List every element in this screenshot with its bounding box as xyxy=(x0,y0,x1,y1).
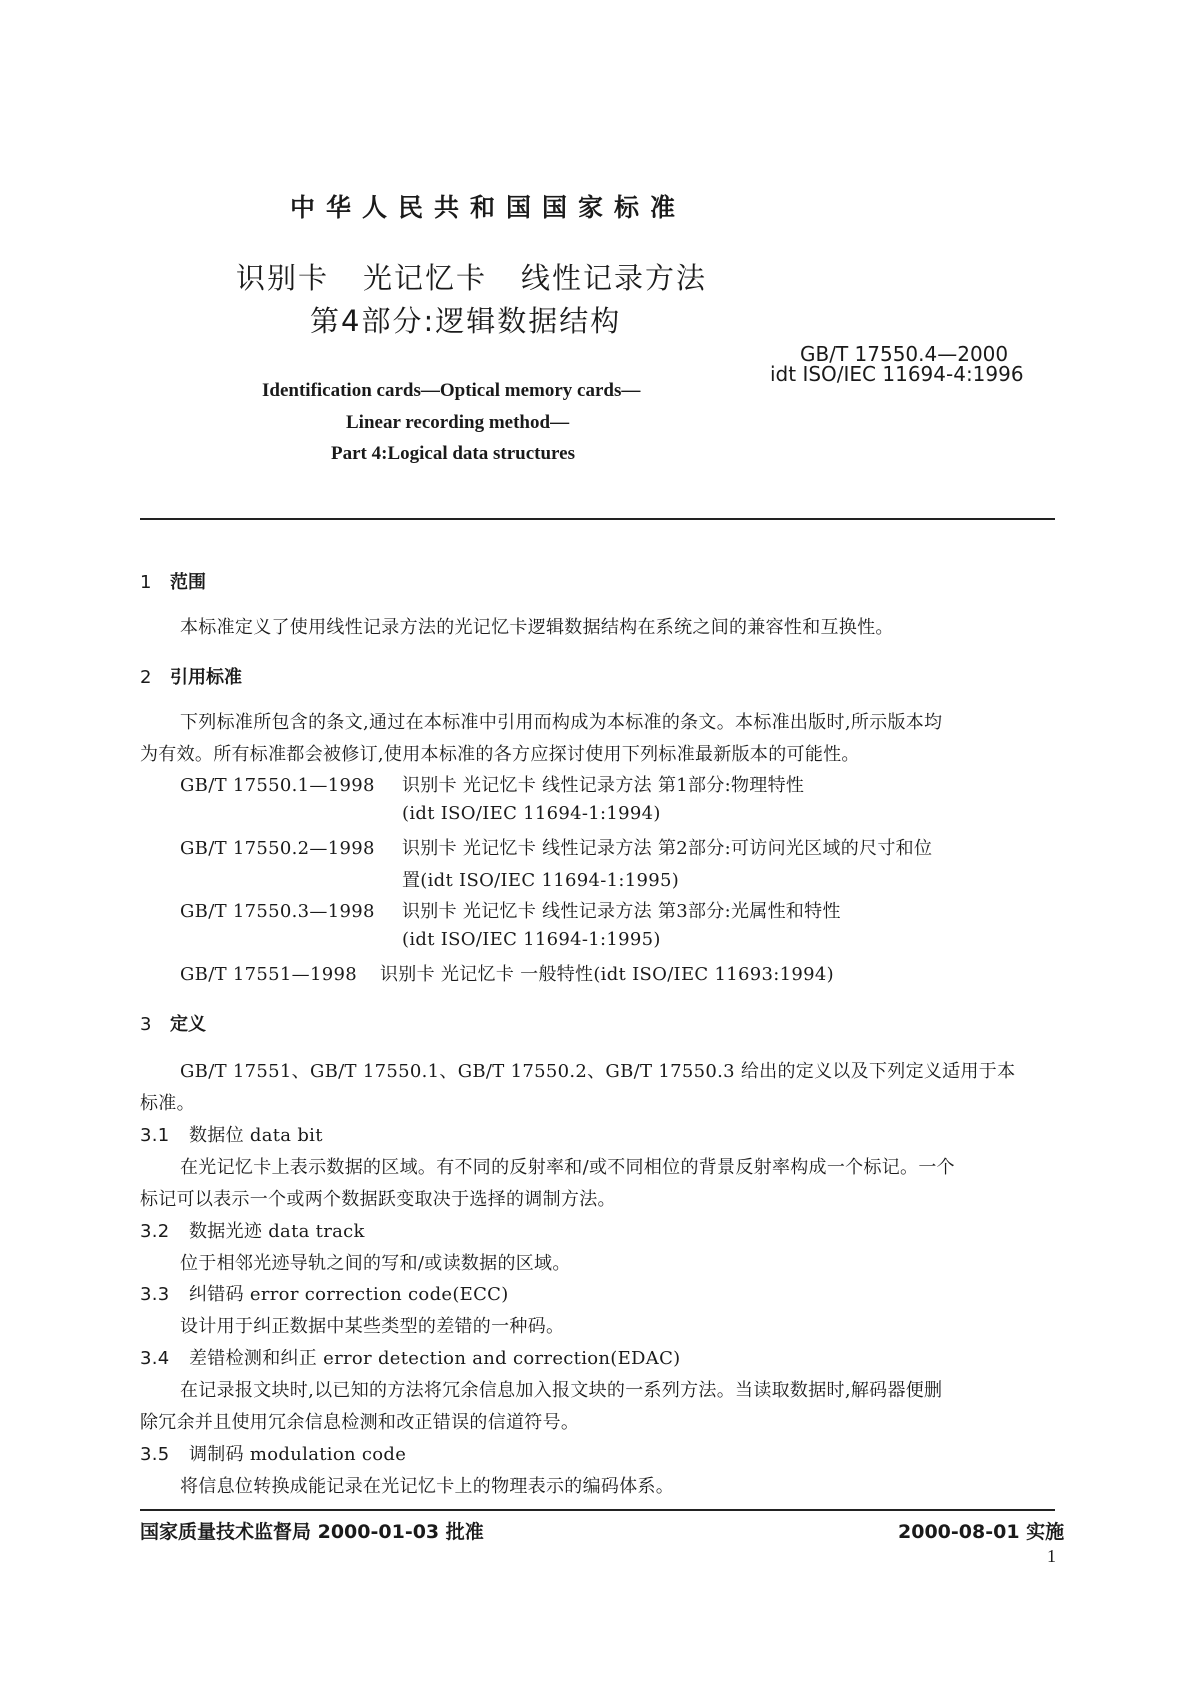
definition-number: 3.3 xyxy=(140,1284,170,1305)
section-3-title: 定义 xyxy=(170,1014,206,1035)
chinese-title-line2: 第4部分:逻辑数据结构 xyxy=(310,304,622,338)
country-standard-heading: 中华人民共和国国家标准 xyxy=(290,193,687,222)
reference-title: 识别卡 光记忆卡 线性记录方法 第1部分:物理特性 xyxy=(402,775,805,796)
section-1-text: 本标准定义了使用线性记录方法的光记忆卡逻辑数据结构在系统之间的兼容性和互换性。 xyxy=(180,617,894,638)
section-2-heading xyxy=(140,663,242,689)
reference-item xyxy=(180,771,804,797)
definition-term xyxy=(140,1217,365,1243)
standard-number: GB/T 17550.4—2000 xyxy=(800,342,1009,366)
definition-text: 将信息位转换成能记录在光记忆卡上的物理表示的编码体系。 xyxy=(180,1476,675,1497)
reference-title: 识别卡 光记忆卡 线性记录方法 第2部分:可访问光区域的尺寸和位 xyxy=(402,838,933,859)
title-part-3: 线性记录方法 xyxy=(521,261,708,295)
section-2-intro-line2: 为有效。所有标准都会被修订,使用本标准的各方应探讨使用下列标准最新版本的可能性。 xyxy=(140,744,860,765)
reference-item xyxy=(180,834,932,860)
definition-term xyxy=(140,1440,406,1466)
definition-term-text: 差错检测和纠正 error detection and correction(EDAC) xyxy=(189,1348,681,1369)
footer-divider xyxy=(140,1509,1055,1511)
section-1-number: 1 xyxy=(140,572,152,593)
reference-code: GB/T 17550.1—1998 xyxy=(180,775,375,796)
english-title-line1: Identification cards—Optical memory cards— xyxy=(262,380,641,401)
definition-term-text: 数据位 data bit xyxy=(189,1125,323,1146)
section-2-intro-line1: 下列标准所包含的条文,通过在本标准中引用而构成为本标准的条文。本标准出版时,所示版本均 xyxy=(180,712,943,733)
english-title-line2: Linear recording method— xyxy=(346,412,570,433)
english-title-line3: Part 4:Logical data structures xyxy=(331,443,575,464)
definition-number: 3.2 xyxy=(140,1221,170,1242)
definition-term-text: 数据光迹 data track xyxy=(189,1221,365,1242)
definition-text-cont: 标记可以表示一个或两个数据跃变取决于选择的调制方法。 xyxy=(140,1189,616,1210)
definition-number: 3.1 xyxy=(140,1125,170,1146)
reference-title-cont: (idt ISO/IEC 11694-1:1995) xyxy=(402,929,661,950)
section-2-title: 引用标准 xyxy=(170,667,242,688)
definition-text: 位于相邻光迹导轨之间的写和/或读数据的区域。 xyxy=(180,1253,571,1274)
section-2-number: 2 xyxy=(140,667,152,688)
section-1-title: 范围 xyxy=(170,572,206,593)
reference-code: GB/T 17550.3—1998 xyxy=(180,901,375,922)
reference-title: 识别卡 光记忆卡 一般特性(idt ISO/IEC 11693:1994) xyxy=(380,964,834,985)
reference-title-cont: 置(idt ISO/IEC 11694-1:1995) xyxy=(402,870,680,891)
section-3-intro-line2: 标准。 xyxy=(140,1093,195,1114)
definition-number: 3.5 xyxy=(140,1444,170,1465)
title-part-1: 识别卡 xyxy=(236,261,330,295)
page-number: 1 xyxy=(1047,1546,1056,1566)
idt-reference: idt ISO/IEC 11694-4:1996 xyxy=(770,362,1024,386)
reference-item xyxy=(180,897,841,923)
definition-term-text: 纠错码 error correction code(ECC) xyxy=(189,1284,509,1305)
reference-title-cont: (idt ISO/IEC 11694-1:1994) xyxy=(402,803,661,824)
section-3-intro-line1: GB/T 17551、GB/T 17550.1、GB/T 17550.2、GB/T 17550.3 给出的定义以及下列定义适用于本 xyxy=(180,1061,1016,1082)
definition-term xyxy=(140,1121,323,1147)
reference-code: GB/T 17551—1998 xyxy=(180,964,357,985)
definition-number: 3.4 xyxy=(140,1348,170,1369)
definition-term xyxy=(140,1344,680,1370)
reference-code: GB/T 17550.2—1998 xyxy=(180,838,375,859)
header-divider xyxy=(140,518,1055,520)
definition-text: 设计用于纠正数据中某些类型的差错的一种码。 xyxy=(180,1316,565,1337)
definition-text: 在光记忆卡上表示数据的区域。有不同的反射率和/或不同相位的背景反射率构成一个标记。一个 xyxy=(180,1157,955,1178)
title-part-2: 光记忆卡 xyxy=(363,261,488,295)
reference-title: 识别卡 光记忆卡 线性记录方法 第3部分:光属性和特性 xyxy=(402,901,841,922)
definition-term-text: 调制码 modulation code xyxy=(189,1444,407,1465)
chinese-title-line1 xyxy=(236,256,707,297)
definition-term xyxy=(140,1280,509,1306)
approval-date: 国家质量技术监督局 2000-01-03 批准 xyxy=(140,1521,484,1543)
effective-date: 2000-08-01 实施 xyxy=(898,1521,1065,1543)
section-1-heading xyxy=(140,568,206,594)
section-3-heading xyxy=(140,1010,206,1036)
definition-text-cont: 除冗余并且使用冗余信息检测和改正错误的信道符号。 xyxy=(140,1412,580,1433)
section-3-number: 3 xyxy=(140,1014,152,1035)
reference-item xyxy=(180,960,834,986)
definition-text: 在记录报文块时,以已知的方法将冗余信息加入报文块的一系列方法。当读取数据时,解码器便删 xyxy=(180,1380,943,1401)
